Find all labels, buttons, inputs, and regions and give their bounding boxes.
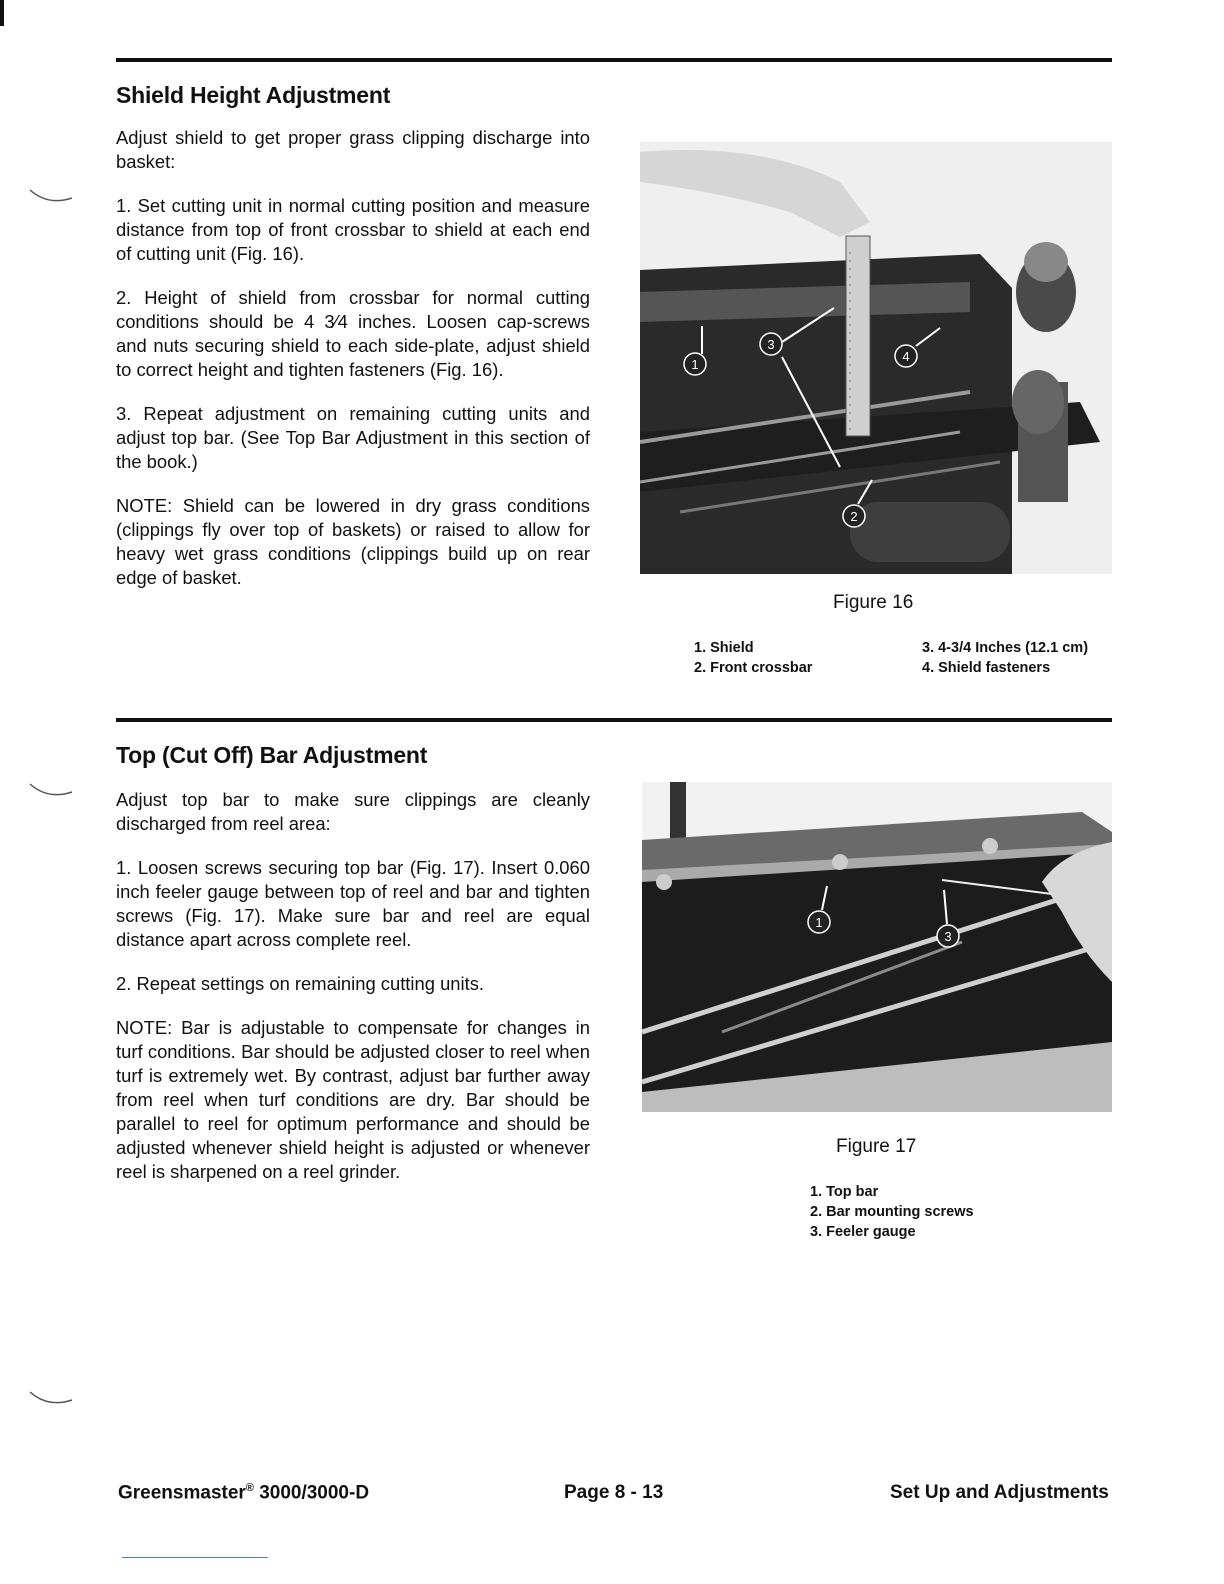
legend-item: 1. Shield	[694, 640, 754, 656]
registered-mark: ®	[245, 1482, 254, 1494]
legend-item: 4. Shield fasteners	[922, 660, 1051, 676]
figure-17-legend	[810, 1182, 974, 1242]
figure-16-photo	[640, 142, 1112, 574]
svg-text:4: 4	[902, 349, 910, 364]
top-bar-text	[116, 788, 590, 1204]
legend-item: 1. Top bar	[810, 1184, 879, 1200]
svg-text:3: 3	[944, 929, 952, 944]
margin-mark	[28, 782, 74, 800]
callout-1	[808, 911, 830, 933]
intro-paragraph: Adjust top bar to make sure clippings are cleanly discharged from reel area:	[116, 789, 590, 834]
section-title-top-bar: Top (Cut Off) Bar Adjustment	[116, 742, 428, 768]
callout-1	[684, 353, 706, 375]
step-2: 2. Height of shield from crossbar for normal cutting conditions should be 4 3⁄4 inches. Loosen cap-screws and nuts securing shield to each side-plate, adjust shield to correct height and tighten fasteners (Fig. 16).	[116, 287, 590, 380]
figure-17-photo	[642, 782, 1112, 1112]
margin-mark	[28, 188, 74, 206]
legend-item: 3. 4-3/4 Inches (12.1 cm)	[922, 640, 1089, 656]
model-number: 3000/3000-D	[259, 1482, 370, 1504]
svg-text:3: 3	[767, 337, 775, 352]
section-divider	[116, 718, 1112, 722]
margin-mark	[28, 1390, 74, 1408]
product-name: Greensmaster	[118, 1482, 246, 1504]
callout-2	[843, 505, 865, 527]
figure-17-caption: Figure 17	[836, 1136, 917, 1157]
footer-product	[118, 1482, 369, 1504]
step-2: 2. Repeat settings on remaining cutting units.	[116, 973, 485, 994]
legend-item: 3. Feeler gauge	[810, 1224, 916, 1240]
callout-3	[937, 925, 959, 947]
step-3: 3. Repeat adjustment on remaining cutting units and adjust top bar. (See Top Bar Adjustment in this section of the book.)	[116, 403, 590, 472]
callout-3	[760, 333, 782, 355]
step-1: 1. Loosen screws securing top bar (Fig. 17). Insert 0.060 inch feeler gauge between top of reel and bar and tighten screws (Fig. 17). Make sure bar and reel are equal distance apart across complete reel.	[116, 857, 590, 950]
note-paragraph: NOTE: Shield can be lowered in dry grass conditions (clippings fly over top of baskets) or raised to allow for heavy wet grass conditions (clippings build up on rear edge of basket.	[116, 495, 590, 588]
svg-text:2: 2	[850, 509, 858, 524]
svg-text:1: 1	[815, 915, 823, 930]
section-divider	[116, 58, 1112, 62]
svg-text:1: 1	[691, 357, 699, 372]
step-1: 1. Set cutting unit in normal cutting position and measure distance from top of front crossbar to shield at each end of cutting unit (Fig. 16).	[116, 195, 590, 264]
page-number: Page 8 - 13	[564, 1482, 664, 1503]
figure-16-legend-left	[694, 638, 812, 678]
figure-16-caption: Figure 16	[833, 592, 914, 613]
legend-item: 2. Bar mounting screws	[810, 1204, 974, 1220]
legend-item: 2. Front crossbar	[694, 660, 813, 676]
callout-4	[895, 345, 917, 367]
shield-height-text	[116, 126, 590, 610]
corner-mark	[0, 0, 4, 26]
intro-paragraph: Adjust shield to get proper grass clipping discharge into basket:	[116, 127, 590, 172]
bottom-link-underline	[122, 1557, 268, 1558]
section-title-shield-height: Shield Height Adjustment	[116, 82, 391, 108]
note-paragraph: NOTE: Bar is adjustable to compensate for changes in turf conditions. Bar should be adjusted closer to reel when turf is extremely wet. By contrast, adjust bar further away from reel when turf conditions are dry. Bar should be parallel to reel for optimum performance and should be adjusted whenever shield height is adjusted or whenever reel is sharpened on a reel grinder.	[116, 1017, 590, 1182]
figure-16-legend-right	[922, 638, 1088, 678]
footer-section-name: Set Up and Adjustments	[890, 1482, 1109, 1503]
